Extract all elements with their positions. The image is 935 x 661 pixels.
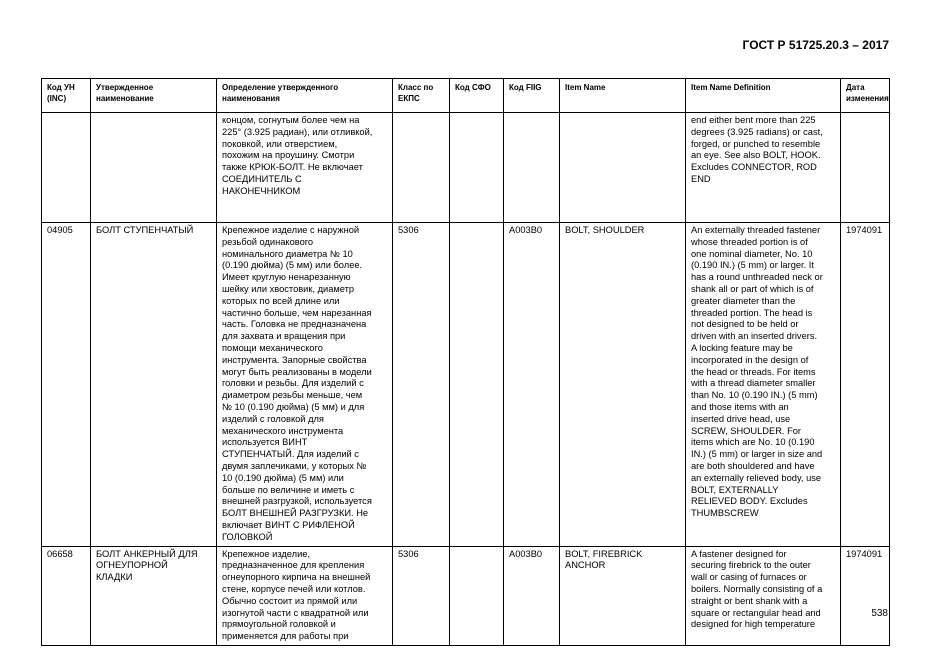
cell-name-definition: Крепежное изделие с наружной резьбой одинакового номинального диаметра № 10 (0.190 дюйма) (5 мм) или более. Имеет круглую ненарезанную шейку или хвостовик, диаметр которых по всей длине или частично больше, чем нарезанная часть. Головка не предназначена для захвата и вращения при помощи механического инструмента. Запорные свойства могут быть реализованы в модели головки и резьбы. Для изделий с диаметром резьбы меньше, чем № 10 (0.190 дюйма) (5 мм) и для изделий с головкой для механического инструмента используется ВИНТ СТУПЕНЧАТЫЙ. Для изделий с двумя заплечиками, у которых № 10 (0.190 дюйма) (5 мм) или больше по величине и иметь с внешней разгрузкой, используется БОЛТ ВНЕШНЕЙ РАЗГРУЗКИ. Не включает ВИНТ С РИФЛЕНОЙ ГОЛОВКОЙ [217, 223, 393, 547]
cell-approved-name: БОЛТ АНКЕРНЫЙ ДЛЯ ОГНЕУПОРНОЙ КЛАДКИ [91, 546, 217, 645]
cell-inc-code: 04905 [42, 223, 91, 547]
cell-sfo-code [450, 223, 504, 547]
cell-approved-name [91, 113, 217, 223]
cell-change-date: 1974091 [841, 223, 890, 547]
cell-fiig-code: A003B0 [504, 223, 560, 547]
cell-sfo-code [450, 113, 504, 223]
cell-name-definition: концом, согнутым более чем на 225° (3.925 радиан), или отливкой, поковкой, или отверстием, похожим на проушину. Смотри также КРЮК-БОЛТ. Не включает СОЕДИНИТЕЛЬ С НАКОНЕЧНИКОМ [217, 113, 393, 223]
cell-ekps-class [393, 113, 450, 223]
table-header-row [42, 79, 890, 113]
cell-approved-name: БОЛТ СТУПЕНЧАТЫЙ [91, 223, 217, 547]
cell-change-date: 1974091 [841, 546, 890, 645]
cell-item-name: BOLT, SHOULDER [560, 223, 686, 547]
page-number: 538 [871, 608, 888, 619]
document-code: ГОСТ Р 51725.20.3 – 2017 [742, 38, 889, 52]
cell-ekps-class: 5306 [393, 546, 450, 645]
cell-inc-code: 06658 [42, 546, 91, 645]
cell-name-definition: Крепежное изделие, предназначенное для крепления огнеупорного кирпича на внешней стене, корпусе печей или котлов. Обычно состоит из прямой или изогнутой части с квадратной или прямоугольной головкой и применяется для работы при [217, 546, 393, 645]
cell-change-date [841, 113, 890, 223]
cell-fiig-code: A003B0 [504, 546, 560, 645]
cell-item-name [560, 113, 686, 223]
cell-ekps-class: 5306 [393, 223, 450, 547]
cell-inc-code [42, 113, 91, 223]
table-row [42, 546, 890, 645]
cell-item-name: BOLT, FIREBRICK ANCHOR [560, 546, 686, 645]
specification-table [41, 78, 890, 646]
header-ekps-class: Класс по ЕКПС [393, 79, 450, 113]
cell-item-name-definition: A fastener designed for securing firebrick to the outer wall or casing of furnaces or boilers. Normally consisting of a straight or bent shank with a square or rectangular head and designed for high temperature [686, 546, 841, 645]
cell-fiig-code [504, 113, 560, 223]
header-sfo-code: Код СФО [450, 79, 504, 113]
header-item-name-definition: Item Name Definition [686, 79, 841, 113]
cell-sfo-code [450, 546, 504, 645]
header-inc-code: Код УН (INC) [42, 79, 91, 113]
header-fiig-code: Код FIIG [504, 79, 560, 113]
header-item-name: Item Name [560, 79, 686, 113]
table-row [42, 223, 890, 547]
header-approved-name: Утвержденное наименование [91, 79, 217, 113]
cell-item-name-definition: An externally threaded fastener whose threaded portion is of one nominal diameter, No. 10 (0.190 IN.) (5 mm) or larger. It has a round unthreaded neck or shank all or part of which is of greater diameter than the threaded portion. The head is not designed to be held or driven with an inserted drivers. A locking feature may be incorporated in the design of the head or threads. For items with a thread diameter smaller than No. 10 (0.190 IN.) (5 mm) and those items with an inserted drive head, use SCREW, SHOULDER. For items which are No. 10 (0.190 IN.) (5 mm) or larger in size and are both shouldered and have an externally relieved body, use BOLT, EXTERNALLY RELIEVED BODY. Excludes THUMBSCREW [686, 223, 841, 547]
header-name-definition: Определение утвержденного наименования [217, 79, 393, 113]
cell-item-name-definition: end either bent more than 225 degrees (3.925 radians) or cast, forged, or punched to resemble an eye. See also BOLT, HOOK. Excludes CONNECTOR, ROD END [686, 113, 841, 223]
header-change-date: Дата изменения [841, 79, 890, 113]
table-row [42, 113, 890, 223]
